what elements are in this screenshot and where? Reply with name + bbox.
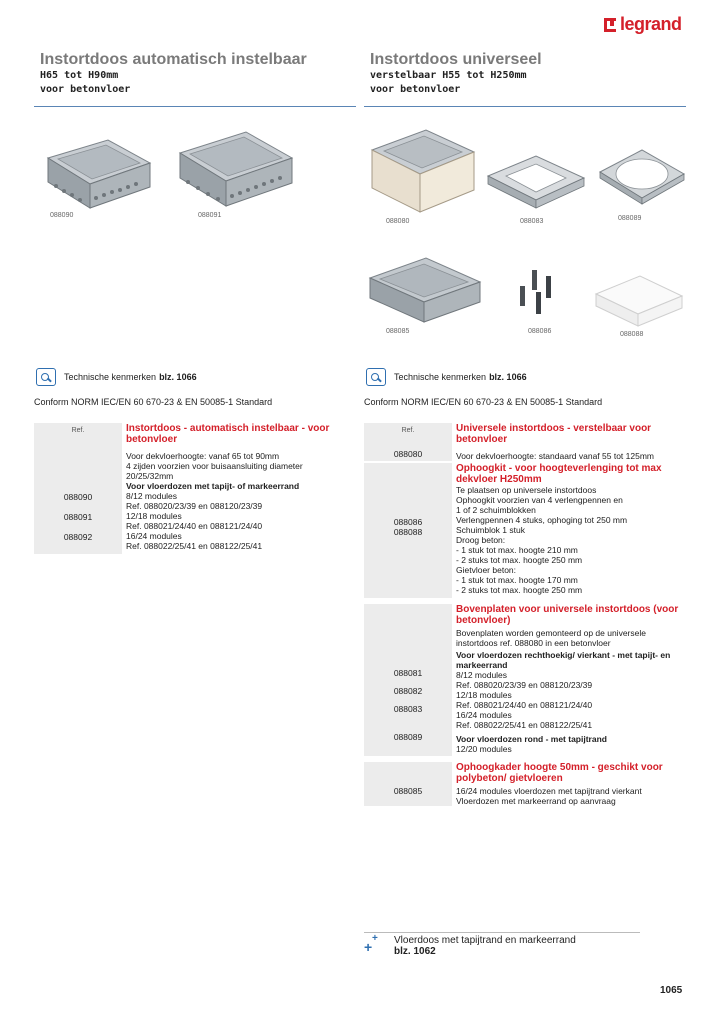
- product-code: 088083: [520, 218, 544, 225]
- spec-line: Ref. 088021/24/40 en 088121/24/40: [126, 521, 263, 531]
- right-divider: [364, 106, 686, 107]
- spec-line: Ref. 088021/24/40 en 088121/24/40: [456, 700, 593, 710]
- left-product-table: [34, 423, 356, 554]
- spec-line: - 2 stuks tot max. hoogte 250 mm: [456, 555, 583, 565]
- ref-code: 088082: [393, 686, 423, 696]
- product-code: 088080: [386, 218, 410, 225]
- spec-line: Schuimblok 1 stuk: [456, 525, 525, 535]
- tech-text: Technische kenmerken: [64, 372, 157, 382]
- left-conform: Conform NORM IEC/EN 60 670-23 & EN 50085-1 Standard: [34, 397, 273, 407]
- spec-line: Ref. 088022/25/41 en 088122/25/41: [456, 720, 593, 730]
- right-title: Instortdoos universeel: [370, 51, 542, 68]
- spec-line: Droog beton:: [456, 535, 506, 545]
- ref-header: Ref.: [71, 427, 85, 434]
- section-heading: Ophoogkader hoogte 50mm - geschikt voor polybeton/ gietvloeren: [456, 762, 663, 784]
- product-code: 088090: [50, 212, 74, 219]
- spec-line: 16/24 modules: [456, 710, 512, 720]
- spec-line: Ref. 088022/25/41 en 088122/25/41: [126, 541, 263, 551]
- product-image-088083: [484, 152, 588, 214]
- spec-line: 12/18 modules: [126, 511, 182, 521]
- product-code: 088086: [528, 328, 552, 335]
- product-image-088080: [366, 122, 480, 216]
- right-technical-link[interactable]: [366, 368, 527, 386]
- product-image-088090: [38, 128, 158, 210]
- section-heading: Instortdoos - automatisch instelbaar - voor betonvloer: [126, 423, 330, 445]
- spec-line: Verlengpennen 4 stuks, ophoging tot 250 mm: [456, 515, 628, 525]
- legrand-logo: [604, 14, 682, 35]
- ref-code: 088081: [393, 668, 423, 678]
- related-product-link[interactable]: [364, 932, 640, 957]
- ref-code: 088091: [63, 512, 93, 522]
- spec-line: instortdoos ref. 088080 in een betonvloer: [456, 638, 611, 648]
- legrand-logo-icon: [604, 18, 616, 32]
- product-code: 088089: [618, 215, 642, 222]
- spec-line: Gietvloer beton:: [456, 565, 517, 575]
- spec-line: 8/12 modules: [126, 491, 178, 501]
- brand-name: legrand: [620, 14, 682, 34]
- spec-line: 4 zijden voorzien voor buisaansluiting diameter: [126, 461, 303, 471]
- left-title: Instortdoos automatisch instelbaar: [40, 51, 307, 68]
- left-technical-link[interactable]: [36, 368, 197, 386]
- spec-line: 12/18 modules: [456, 690, 512, 700]
- page-number: 1065: [660, 985, 683, 996]
- spec-line: Voor dekvloerhoogte: standaard vanaf 55 tot 125mm: [456, 451, 654, 461]
- spec-line: 8/12 modules: [456, 670, 508, 680]
- spec-line: Ophoogkit voorzien van 4 verlengpennen en: [456, 495, 623, 505]
- ref-code: 088083: [393, 704, 423, 714]
- product-image-088085: [364, 252, 484, 326]
- right-conform: Conform NORM IEC/EN 60 670-23 & EN 50085-1 Standard: [364, 397, 603, 407]
- section-heading: Ophoogkit - voor hoogteverlenging tot max dekvloer H250mm: [456, 463, 662, 485]
- spec-line: 16/24 modules vloerdozen met tapijtrand vierkant: [456, 786, 642, 796]
- product-image-088088: [592, 270, 686, 330]
- left-header: [40, 50, 307, 97]
- link-text: Vloerdoos met tapijtrand en markeerrand: [394, 935, 576, 946]
- plus-icon: + +: [364, 933, 378, 955]
- right-product-table: [364, 423, 686, 806]
- product-image-088091: [168, 118, 298, 210]
- spec-line: Voor dekvloerhoogte: vanaf 65 tot 90mm: [126, 451, 280, 461]
- spec-line: - 1 stuk tot max. hoogte 170 mm: [456, 575, 578, 585]
- left-subtitle-1: H65 tot H90mm: [40, 70, 119, 81]
- spec-line: 1 of 2 schuimblokken: [456, 505, 536, 515]
- ref-code: 088080: [393, 449, 423, 459]
- spec-subheading: Voor vloerdozen rond - met tapijtrand: [456, 734, 607, 744]
- spec-line: Ref. 088020/23/39 en 088120/23/39: [456, 680, 593, 690]
- product-image-088086: [506, 266, 566, 322]
- ref-code: 088086: [393, 517, 423, 527]
- spec-line: 12/20 modules: [456, 744, 512, 754]
- product-code: 088091: [198, 212, 222, 219]
- ref-code: 088085: [393, 786, 423, 796]
- magnifier-icon: [36, 368, 56, 386]
- section-heading: Universele instortdoos - verstelbaar voor betonvloer: [456, 423, 652, 445]
- left-divider: [34, 106, 356, 107]
- ref-code: 088092: [63, 532, 93, 542]
- ref-code: 088090: [63, 492, 93, 502]
- spec-subheading: Voor vloerdozen rechthoekig/ vierkant - met tapijt- en markeerrand: [456, 650, 671, 670]
- tech-page: blz. 1066: [159, 372, 197, 382]
- spec-line: Ref. 088020/23/39 en 088120/23/39: [126, 501, 263, 511]
- ref-header: Ref.: [401, 427, 415, 434]
- product-code: 088085: [386, 328, 410, 335]
- right-subtitle-2: voor betonvloer: [370, 84, 461, 95]
- ref-code: 088089: [393, 732, 423, 742]
- link-page: blz. 1062: [394, 946, 436, 957]
- spec-line: 20/25/32mm: [126, 471, 174, 481]
- tech-text: Technische kenmerken: [394, 372, 487, 382]
- right-header: [370, 50, 542, 97]
- ref-code: 088088: [393, 527, 423, 537]
- spec-subheading: Voor vloerdozen met tapijt- of markeerrand: [126, 481, 300, 491]
- left-subtitle-2: voor betonvloer: [40, 84, 131, 95]
- product-code: 088088: [620, 331, 644, 338]
- spec-line: - 2 stuks tot max. hoogte 250 mm: [456, 585, 583, 595]
- right-subtitle-1: verstelbaar H55 tot H250mm: [370, 70, 527, 81]
- spec-line: - 1 stuk tot max. hoogte 210 mm: [456, 545, 578, 555]
- spec-line: Te plaatsen op universele instortdoos: [456, 485, 597, 495]
- spec-line: Vloerdozen met markeerrand op aanvraag: [456, 796, 616, 806]
- product-image-088089: [596, 146, 688, 212]
- spec-line: 16/24 modules: [126, 531, 182, 541]
- section-heading: Bovenplaten voor universele instortdoos (voor betonvloer): [456, 604, 679, 626]
- spec-line: Bovenplaten worden gemonteerd op de universele: [456, 628, 646, 638]
- magnifier-icon: [366, 368, 386, 386]
- tech-page: blz. 1066: [489, 372, 527, 382]
